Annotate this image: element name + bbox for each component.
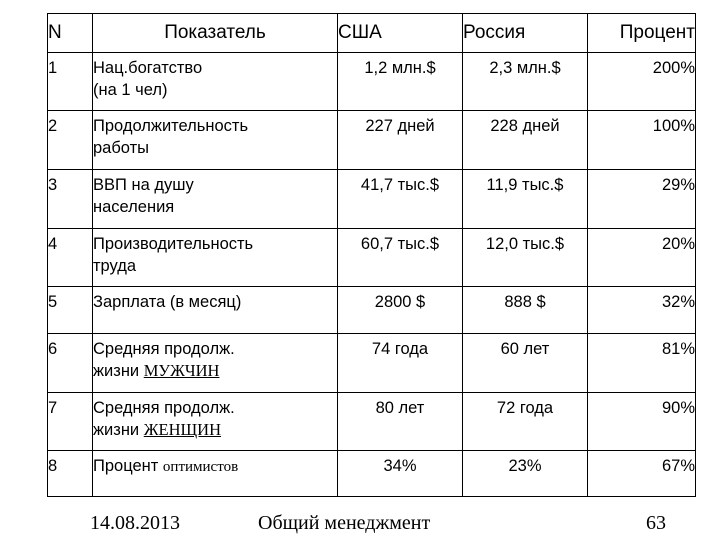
cell-russia: 2,3 млн.$ (463, 53, 588, 111)
indicator-line-2-prefix: жизни (93, 421, 144, 439)
cell-usa: 227 дней (338, 111, 463, 170)
cell-number: 2 (48, 111, 93, 170)
cell-indicator (93, 53, 338, 111)
indicator-line-1: Продолжительность (93, 117, 249, 135)
cell-indicator (93, 287, 338, 334)
cell-percent: 81% (588, 334, 696, 393)
comparison-table (47, 13, 696, 497)
footer-title: Общий менеджмент (258, 512, 431, 534)
indicator-line-2-prefix: жизни (93, 362, 144, 380)
cell-indicator (93, 170, 338, 229)
indicator-line-1-prefix: Процент (93, 457, 163, 475)
indicator-line-2: населения (93, 198, 175, 216)
cell-percent: 200% (588, 53, 696, 111)
cell-number: 7 (48, 393, 93, 451)
table-row (48, 111, 696, 170)
table-row (48, 451, 696, 497)
indicator-emphasis-optimists: оптимистов (162, 459, 239, 475)
cell-percent: 32% (588, 287, 696, 334)
indicator-line-1: Зарплата (в месяц) (93, 293, 242, 311)
cell-usa: 2800 $ (338, 287, 463, 334)
indicator-line-1: ВВП на душу (93, 176, 194, 194)
table-row (48, 229, 696, 287)
cell-usa: 41,7 тыс.$ (338, 170, 463, 229)
cell-number: 5 (48, 287, 93, 334)
cell-percent: 100% (588, 111, 696, 170)
indicator-line-2: работы (93, 139, 150, 157)
header-percent: Процент (588, 14, 696, 53)
table-row (48, 393, 696, 451)
cell-number: 6 (48, 334, 93, 393)
cell-russia: 228 дней (463, 111, 588, 170)
table-row (48, 170, 696, 229)
cell-russia: 888 $ (463, 287, 588, 334)
cell-russia: 60 лет (463, 334, 588, 393)
cell-percent: 29% (588, 170, 696, 229)
header-russia: Россия (463, 14, 588, 53)
indicator-line-1: Средняя продолж. (93, 399, 235, 417)
indicator-line-2: (на 1 чел) (93, 81, 168, 99)
cell-percent: 20% (588, 229, 696, 287)
cell-indicator (93, 334, 338, 393)
cell-percent: 90% (588, 393, 696, 451)
cell-number: 4 (48, 229, 93, 287)
table-header-row (48, 14, 696, 53)
footer-date: 14.08.2013 (90, 512, 180, 534)
cell-indicator (93, 451, 338, 497)
cell-usa: 1,2 млн.$ (338, 53, 463, 111)
indicator-line-1: Нац.богатство (93, 59, 203, 77)
table-row (48, 287, 696, 334)
indicator-line-2: труда (93, 257, 137, 275)
cell-russia: 12,0 тыс.$ (463, 229, 588, 287)
indicator-emphasis-women: ЖЕНЩИН (143, 420, 221, 439)
cell-indicator (93, 393, 338, 451)
cell-usa: 74 года (338, 334, 463, 393)
cell-indicator (93, 111, 338, 170)
header-indicator: Показатель (93, 14, 338, 53)
cell-number: 8 (48, 451, 93, 497)
cell-percent: 67% (588, 451, 696, 497)
cell-russia: 72 года (463, 393, 588, 451)
cell-number: 3 (48, 170, 93, 229)
header-number: N (48, 14, 93, 53)
cell-russia: 23% (463, 451, 588, 497)
cell-indicator (93, 229, 338, 287)
footer-page-number: 63 (646, 512, 666, 534)
indicator-line-1: Производительность (93, 235, 254, 253)
table-row (48, 334, 696, 393)
cell-russia: 11,9 тыс.$ (463, 170, 588, 229)
cell-number: 1 (48, 53, 93, 111)
cell-usa: 34% (338, 451, 463, 497)
header-usa: США (338, 14, 463, 53)
cell-usa: 60,7 тыс.$ (338, 229, 463, 287)
indicator-emphasis-men: МУЖЧИН (143, 361, 220, 380)
table-row (48, 53, 696, 111)
indicator-line-1: Средняя продолж. (93, 340, 235, 358)
cell-usa: 80 лет (338, 393, 463, 451)
